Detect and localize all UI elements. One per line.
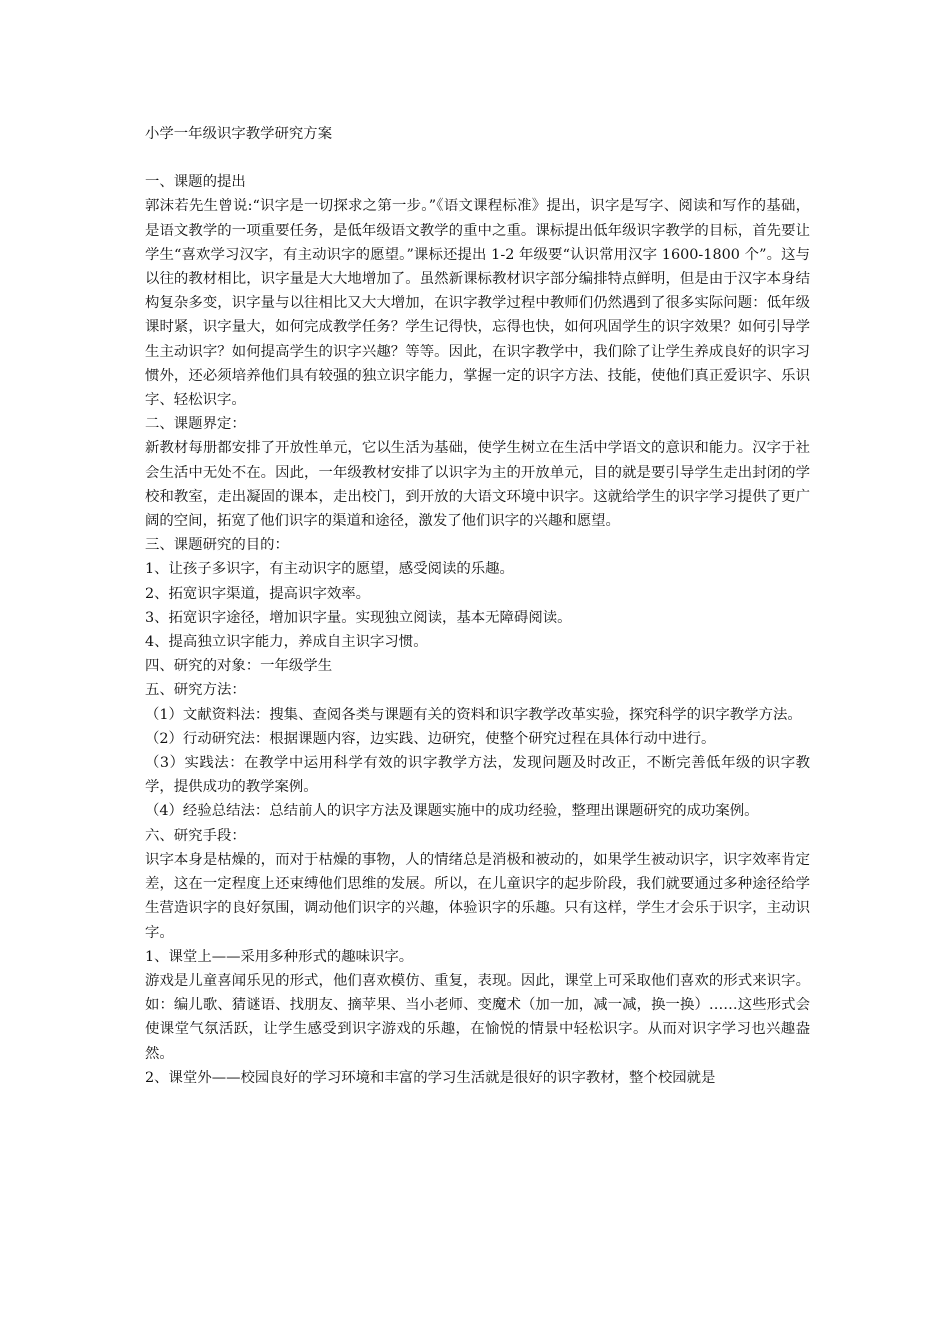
- section-heading: 三、课题研究的目的：: [145, 537, 289, 554]
- list-item: （3）实践法：在教学中运用科学有效的识字教学方法，发现问题及时改正，不断完善低年级的识字教学，提供成功的教学案例。: [145, 755, 810, 796]
- paragraph: 新教材每册都安排了开放性单元，它以生活为基础，使学生树立在生活中学语文的意识和能力。汉字于社会生活中无处不在。因此，一年级教材安排了以识字为主的开放单元，目的就是要引导学生走出封闭的学校和教室，走出凝固的课本，走出校门，到开放的大语文环境中识字。这就给学生的识字学习提供了更广阔的空间，拓宽了他们识字的渠道和途径，激发了他们识字的兴趣和愿望。: [145, 440, 810, 530]
- list-item: （4）经验总结法：总结前人的识字方法及课题实施中的成功经验，整理出课题研究的成功案例。: [145, 803, 759, 820]
- document-body: [145, 170, 810, 1090]
- section-heading: 六、研究手段：: [145, 827, 246, 844]
- section-heading: 四、研究的对象：一年级学生: [145, 658, 333, 675]
- document-title: 小学一年级识字教学研究方案: [145, 126, 333, 142]
- list-item: 2、课堂外——校园良好的学习环境和丰富的学习生活就是很好的识字教材，整个校园就是: [145, 1069, 716, 1086]
- list-item: 1、课堂上——采用多种形式的趣味识字。: [145, 948, 414, 965]
- list-item: 2、拓宽识字渠道，提高识字效率。: [145, 585, 371, 602]
- section-heading: 二、课题界定：: [145, 416, 246, 433]
- spacer: [145, 146, 810, 170]
- list-item: 1、让孩子多识字，有主动识字的愿望，感受阅读的乐趣。: [145, 561, 514, 578]
- list-item: 4、提高独立识字能力，养成自主识字习惯。: [145, 634, 428, 651]
- list-item: （1）文献资料法：搜集、查阅各类与课题有关的资料和识字教学改革实验，探究科学的识字教学方法。: [145, 706, 802, 723]
- section-heading: 五、研究方法：: [145, 682, 246, 699]
- list-item: （2）行动研究法：根据课题内容，边实践、边研究，使整个研究过程在具体行动中进行。: [145, 730, 716, 747]
- list-item: 3、拓宽识字途径，增加识字量。实现独立阅读，基本无障碍阅读。: [145, 609, 572, 626]
- paragraph: 识字本身是枯燥的，而对于枯燥的事物，人的情绪总是消极和被动的，如果学生被动识字，识字效率肯定差，这在一定程度上还束缚他们思维的发展。所以，在儿童识字的起步阶段，我们就要通过多种途径给学生营造识字的良好氛围，调动他们识字的兴趣，体验识字的乐趣。只有这样，学生才会乐于识字，主动识字。: [145, 851, 810, 941]
- paragraph: 游戏是儿童喜闻乐见的形式，他们喜欢模仿、重复，表现。因此，课堂上可采取他们喜欢的形式来识字。如：编儿歌、猜谜语、找朋友、摘苹果、当小老师、变魔术（加一加，减一减，换一换）……这些形式会使课堂气氛活跃，让学生感受到识字游戏的乐趣，在愉悦的情景中轻松识字。从而对识字学习也兴趣盎然。: [145, 972, 810, 1062]
- document-page: [145, 122, 810, 1090]
- section-heading: 一、课题的提出: [145, 174, 246, 191]
- paragraph: 郭沫若先生曾说:“识字是一切探求之第一步。”《语文课程标准》提出，识字是写字、阅读和写作的基础，是语文教学的一项重要任务，是低年级语文教学的重中之重。课标提出低年级识字教学的目标，首先要让学生“喜欢学习汉字，有主动识字的愿望。”课标还提出 1-2 年级要“认识常用汉字 1600-1800 个”。这与以往的教材相比，识字量是大大地增加了。虽然新课标教材识字部分编排特点鲜明，但是由于汉字本身结构复杂多变，识字量与以往相比又大大增加，在识字教学过程中教师们仍然遇到了很多实际问题：低年级课时紧，识字量大，如何完成教学任务？学生记得快，忘得也快，如何巩固学生的识字效果？如何引导学生主动识字？如何提高学生的识字兴趣？等等。因此，在识字教学中，我们除了让学生养成良好的识字习惯外，还必须培养他们具有较强的独立识字能力，掌握一定的识字方法、技能，使他们真正爱识字、乐识字、轻松识字。: [145, 198, 810, 409]
